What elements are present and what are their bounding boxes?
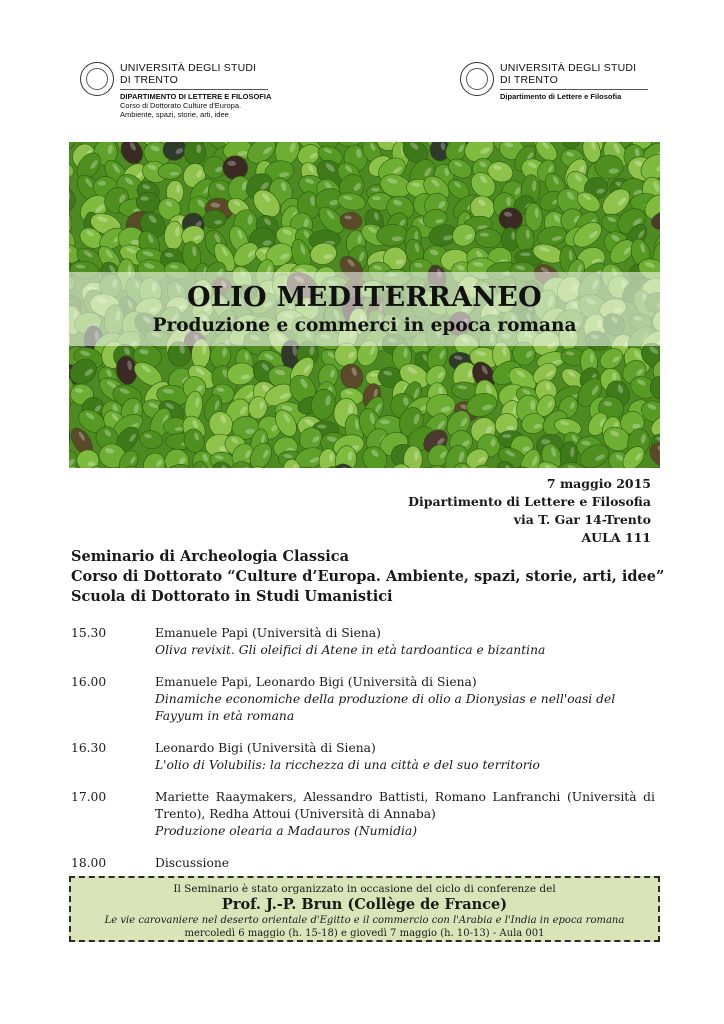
olive-shape [184, 142, 206, 165]
olive-shape [474, 228, 502, 248]
olive-banner [69, 142, 660, 468]
logo-university-line-2: DI TRENTO [500, 74, 559, 86]
university-seal-icon [80, 62, 114, 96]
logo-course-line-1: Corso di Dottorato Culture d'Europa. [120, 101, 242, 110]
venue-department: Dipartimento di Lettere e Filosofia [408, 494, 651, 509]
program-time: 17.00 [71, 790, 107, 804]
olive-shape [69, 187, 76, 213]
olive-shape [560, 142, 581, 149]
footer-professor: Prof. J.-P. Brun (Collège de France) [221, 896, 508, 913]
seminar-header [71, 547, 664, 607]
venue-block [408, 475, 651, 547]
program-talk-title: Dinamiche economiche della produzione di olio a Dionysias e nell'oasi del Fayyum in età romana [155, 692, 616, 723]
logo-department: Dipartimento di Lettere e Filosofia [500, 92, 622, 101]
olive-shape [69, 160, 74, 181]
footer-intro: Il Seminario è stato organizzato in occasione del ciclo di conferenze del [173, 883, 556, 895]
logo-university-line-1: UNIVERSITÀ DEGLI STUDI [120, 62, 257, 74]
venue-address: via T. Gar 14-Trento [513, 512, 651, 527]
venue-room: AULA 111 [581, 530, 651, 545]
olive-shape [642, 465, 660, 468]
university-seal-icon [460, 62, 494, 96]
conference-cycle-box [69, 876, 660, 942]
program-speaker: Discussione [155, 856, 230, 870]
program-time: 15.30 [71, 626, 107, 640]
logo-university-line-2: DI TRENTO [120, 74, 179, 86]
olive-highlight [520, 253, 531, 257]
program-time: 16.30 [71, 741, 107, 755]
event-date: 7 maggio 2015 [546, 476, 651, 491]
program-talk-title: Produzione olearia a Madauros (Numidia) [155, 824, 418, 838]
program-speaker: Emanuele Papi, Leonardo Bigi (Università di Siena) [155, 675, 477, 689]
program-list [71, 625, 655, 887]
program-time: 16.00 [71, 675, 107, 689]
footer-dates: mercoledì 6 maggio (h. 15-18) e giovedì 7 maggio (h. 10-13) - Aula 001 [184, 928, 545, 939]
university-logo-right [460, 62, 648, 101]
poster-subtitle: Produzione e commerci in epoca romana [152, 315, 577, 336]
olive-shape [139, 449, 169, 468]
program-item [71, 855, 655, 872]
program-speaker: Mariette Raaymakers, Alessandro Battisti, Romano Lanfranchi (Università di Trento), Redha Attoui (Università di Annaba) [155, 790, 655, 821]
program-talk-title: L'olio di Volubilis: la ricchezza di una città e del suo territorio [155, 758, 540, 772]
program-time: 18.00 [71, 856, 107, 870]
seminar-line-2: Corso di Dottorato “Culture d’Europa. Ambiente, spazi, storie, arti, idee” [71, 568, 665, 585]
olive-shape [76, 450, 99, 468]
logo-department: DIPARTIMENTO DI LETTERE E FILOSOFIA [120, 92, 272, 101]
program-talk-title: Oliva revixit. Gli oleifici di Atene in età tardoantica e bizantina [155, 643, 546, 657]
university-logo-left [80, 62, 271, 119]
footer-topic: Le vie carovaniere nel deserto orientale d'Egitto e il commercio con l'Arabia e l'India in epoca romana [104, 915, 625, 926]
logo-university-line-1: UNIVERSITÀ DEGLI STUDI [500, 62, 637, 74]
title-band [69, 272, 660, 346]
seminar-line-3: Scuola di Dottorato in Studi Umanistici [71, 588, 393, 605]
program-item [71, 789, 655, 840]
olive-highlight [506, 197, 511, 206]
program-item [71, 625, 655, 659]
poster-title: OLIO MEDITERRANEO [187, 282, 542, 313]
program-speaker: Emanuele Papi (Università di Siena) [155, 626, 381, 640]
program-item [71, 740, 655, 774]
program-item [71, 674, 655, 725]
logo-course-line-2: Ambiente, spazi, storie, arti, idee [120, 110, 229, 119]
seminar-line-1: Seminario di Archeologia Classica [71, 548, 349, 565]
program-speaker: Leonardo Bigi (Università di Siena) [155, 741, 376, 755]
